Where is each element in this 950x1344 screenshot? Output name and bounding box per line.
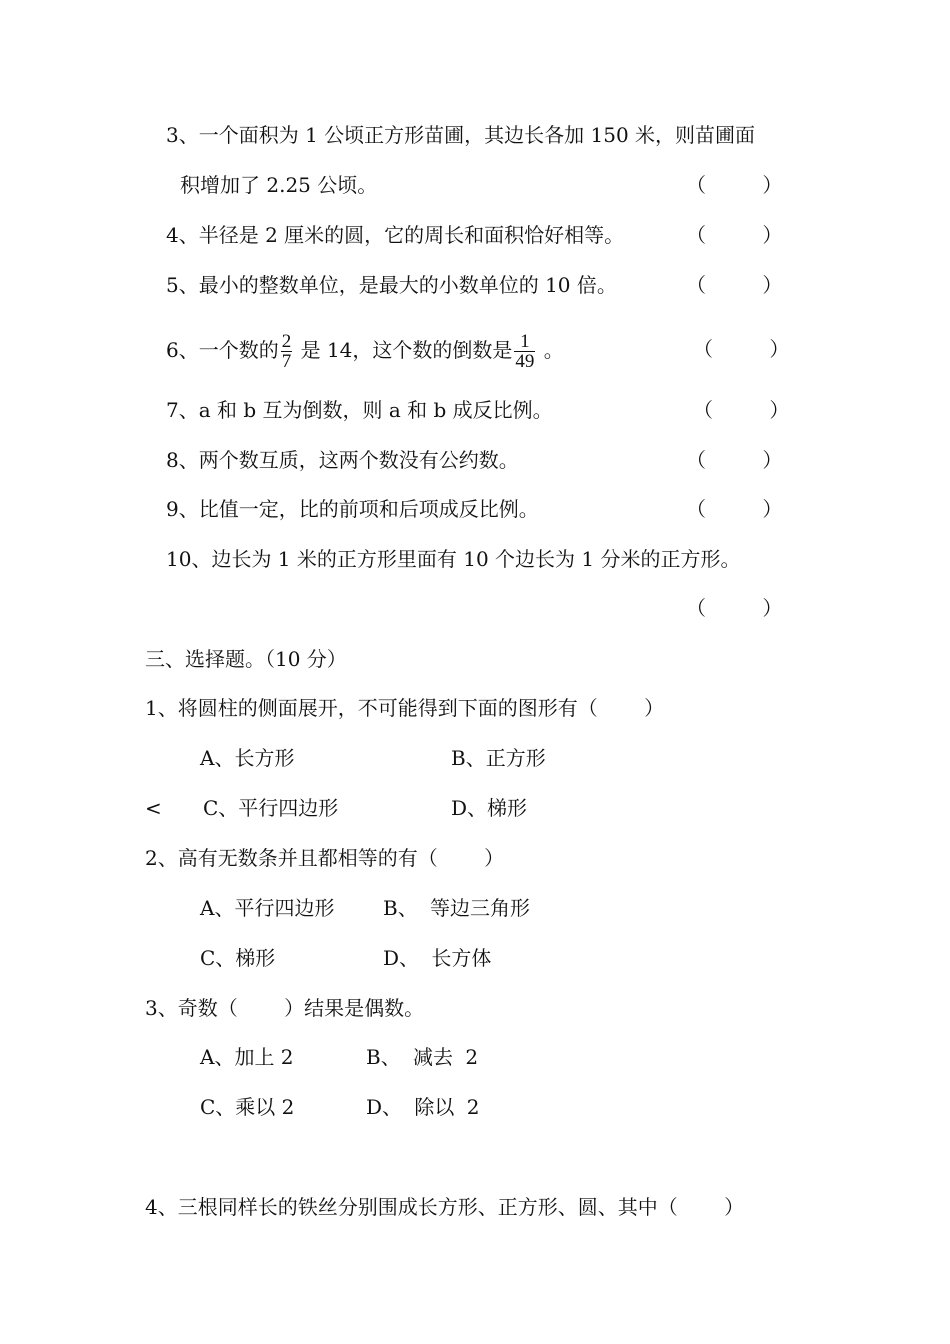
answer-paren-9: （ ） <box>686 497 783 521</box>
mc-q1-option-b: B、正方形 <box>451 746 546 770</box>
mc-q1-option-a: A、长方形 <box>200 746 295 770</box>
mc-q1-option-c: C、平行四边形 <box>203 796 339 820</box>
mc-question-4: 4、三根同样长的铁丝分别围成长方形、正方形、圆、其中（ ） <box>145 1195 745 1219</box>
answer-paren-8: （ ） <box>686 448 783 472</box>
fraction-denominator: 49 <box>515 351 535 372</box>
mc-q2-option-c: C、梯形 <box>200 946 276 970</box>
section-heading: 三、选择题。（10 分） <box>145 647 347 671</box>
question-7: 7、a 和 b 互为倒数，则 a 和 b 成反比例。 <box>166 398 553 422</box>
mc-question-1: 1、将圆柱的侧面展开，不可能得到下面的图形有（ ） <box>145 696 665 720</box>
fraction-two-sevenths <box>281 332 293 371</box>
question-8: 8、两个数互质，这两个数没有公约数。 <box>166 448 519 472</box>
question-3-line-1: 3、一个面积为 1 公顷正方形苗圃，其边长各加 150 米，则苗圃面 <box>166 123 756 147</box>
mc-q2-option-b: B、 等边三角形 <box>383 896 531 920</box>
answer-paren-7: （ ） <box>693 398 790 422</box>
answer-paren-3: （ ） <box>686 173 783 197</box>
question-5: 5、最小的整数单位，是最大的小数单位的 10 倍。 <box>166 273 617 297</box>
mc-q2-option-d: D、 长方体 <box>383 946 492 970</box>
mc-question-2: 2、高有无数条并且都相等的有（ ） <box>145 846 505 870</box>
question-6 <box>166 330 564 371</box>
fraction-one-fortyninth <box>514 332 535 371</box>
answer-paren-4: （ ） <box>686 223 783 247</box>
mc-q3-option-b: B、 减去 2 <box>366 1045 479 1069</box>
fraction-numerator: 2 <box>281 331 292 352</box>
stray-mark: < <box>145 796 162 820</box>
question-4: 4、半径是 2 厘米的圆，它的周长和面积恰好相等。 <box>166 223 625 247</box>
mc-question-3: 3、奇数（ ）结果是偶数。 <box>145 996 425 1020</box>
question-10: 10、边长为 1 米的正方形里面有 10 个边长为 1 分米的正方形。 <box>166 547 741 571</box>
question-3-line-2: 积增加了 2.25 公顷。 <box>180 173 378 197</box>
mc-q3-option-c: C、乘以 2 <box>200 1095 295 1119</box>
mc-q2-option-a: A、平行四边形 <box>200 896 335 920</box>
answer-paren-10: （ ） <box>686 596 783 620</box>
question-6-prefix: 6、一个数的 <box>166 338 279 362</box>
fraction-numerator: 1 <box>514 332 535 352</box>
mc-q1-option-d: D、梯形 <box>451 796 528 820</box>
mc-q3-option-d: D、 除以 2 <box>366 1095 480 1119</box>
answer-paren-5: （ ） <box>686 273 783 297</box>
question-6-middle: 是 14，这个数的倒数是 <box>294 338 513 362</box>
fraction-denominator: 7 <box>281 351 292 372</box>
question-6-suffix: 。 <box>537 338 564 362</box>
question-9: 9、比值一定，比的前项和后项成反比例。 <box>166 497 539 521</box>
mc-q3-option-a: A、加上 2 <box>200 1045 294 1069</box>
answer-paren-6: （ ） <box>693 337 790 361</box>
